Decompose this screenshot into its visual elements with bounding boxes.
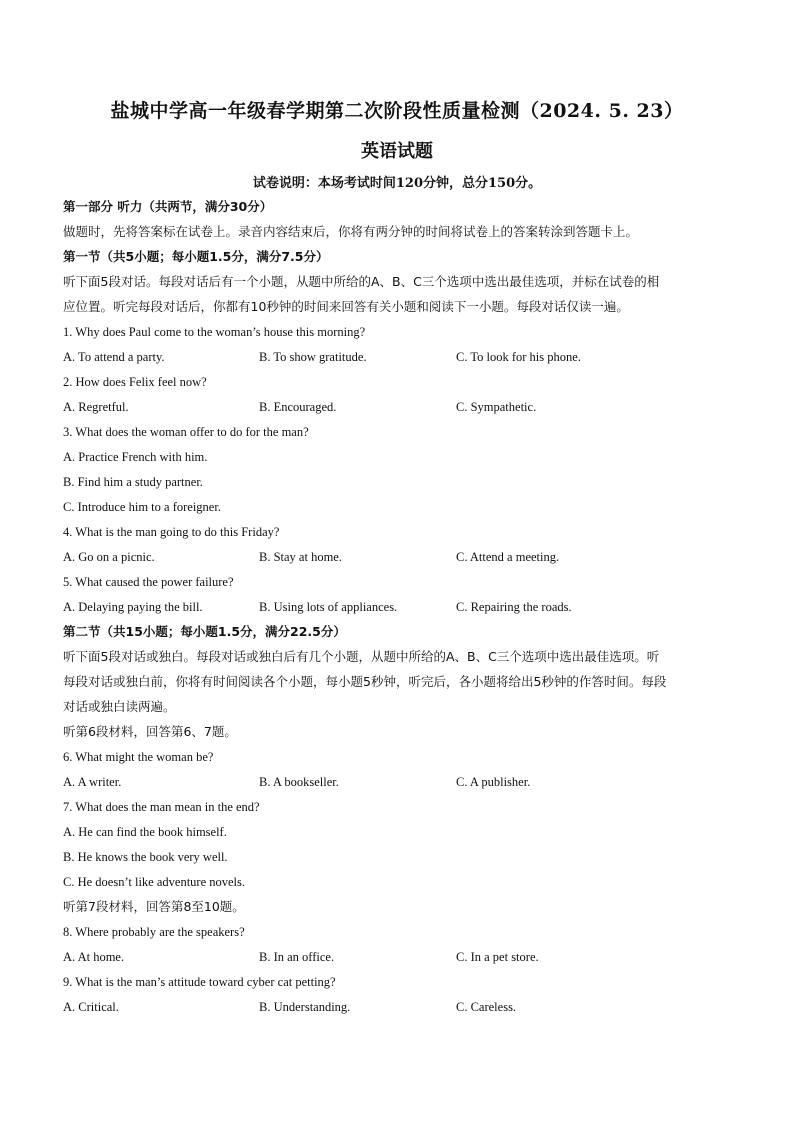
option-c: C. He doesn’t like adventure novels. (63, 875, 246, 889)
option-c: C. Sympathetic. (456, 400, 537, 414)
option-c: C. In a pet store. (456, 950, 539, 964)
question-5-stem: 5. What caused the power failure? (63, 575, 234, 589)
question-4-options (63, 547, 743, 567)
option-a: A. Delaying paying the bill. (63, 600, 203, 614)
question-3-stem: 3. What does the woman offer to do for the man? (63, 425, 309, 439)
option-b: B. Understanding. (259, 1000, 351, 1014)
option-b: B. Find him a study partner. (63, 475, 203, 489)
section1-heading: 第一节（共5小题；每小题1.5分，满分7.5分） (63, 249, 329, 264)
option-b: B. Stay at home. (259, 550, 342, 564)
option-b: B. Encouraged. (259, 400, 337, 414)
option-c: C. Repairing the roads. (456, 600, 572, 614)
option-b: B. A bookseller. (259, 775, 339, 789)
exam-instruction: 试卷说明：本场考试时间120分钟，总分150分。 (252, 176, 542, 191)
part1-intro: 做题时，先将答案标在试卷上。录音内容结束后，你将有两分钟的时间将试卷上的答案转涂到答题卡上。 (63, 224, 639, 239)
section1-intro-line2: 应位置。听完每段对话后，你都有10秒钟的时间来回答有关小题和阅读下一小题。每段对话仅读一遍。 (63, 299, 629, 314)
option-b: B. He knows the book very well. (63, 850, 228, 864)
question-9-stem: 9. What is the man’s attitude toward cyber cat petting? (63, 975, 336, 989)
material-6-note: 听第6段材料，回答第6、7题。 (63, 724, 237, 739)
question-4-stem: 4. What is the man going to do this Friday? (63, 525, 280, 539)
question-1-stem: 1. Why does Paul come to the woman’s house this morning? (63, 325, 366, 339)
question-6-options (63, 772, 743, 792)
question-2-options (63, 397, 743, 417)
exam-subtitle: 英语试题 (361, 141, 433, 162)
option-b: B. In an office. (259, 950, 335, 964)
material-7-note: 听第7段材料，回答第8至10题。 (63, 899, 245, 914)
option-b: B. To show gratitude. (259, 350, 367, 364)
option-a: A. Critical. (63, 1000, 119, 1014)
section2-intro-line2: 每段对话或独白前，你将有时间阅读各个小题，每小题5秒钟，听完后，各小题将给出5秒钟的作答时间。每段 (63, 674, 667, 689)
question-7-stem: 7. What does the man mean in the end? (63, 800, 260, 814)
exam-title: 盐城中学高一年级春学期第二次阶段性质量检测（2024. 5. 23） (110, 100, 684, 122)
question-6-stem: 6. What might the woman be? (63, 750, 214, 764)
option-c: C. Careless. (456, 1000, 517, 1014)
option-c: C. Attend a meeting. (456, 550, 560, 564)
question-2-stem: 2. How does Felix feel now? (63, 375, 207, 389)
section2-intro-line3: 对话或独白读两遍。 (63, 699, 176, 714)
option-a: A. Go on a picnic. (63, 550, 155, 564)
option-a: A. At home. (63, 950, 125, 964)
question-5-options (63, 597, 743, 617)
option-a: A. Practice French with him. (63, 450, 208, 464)
question-1-options (63, 347, 743, 367)
question-9-options (63, 997, 743, 1017)
section2-intro-line1: 听下面5段对话或独白。每段对话或独白后有几个小题，从题中所给的A、B、C三个选项中选出最佳选项。听 (63, 649, 660, 664)
option-a: A. Regretful. (63, 400, 129, 414)
question-8-stem: 8. Where probably are the speakers? (63, 925, 245, 939)
option-c: C. To look for his phone. (456, 350, 581, 364)
section2-heading: 第二节（共15小题；每小题1.5分，满分22.5分） (63, 624, 346, 639)
part1-heading: 第一部分 听力（共两节，满分30分） (63, 199, 273, 214)
option-a: A. A writer. (63, 775, 122, 789)
section1-intro-line1: 听下面5段对话。每段对话后有一个小题，从题中所给的A、B、C三个选项中选出最佳选项，并标在试卷的相 (63, 274, 660, 289)
option-a: A. To attend a party. (63, 350, 165, 364)
option-c: C. A publisher. (456, 775, 531, 789)
question-8-options (63, 947, 743, 967)
option-c: C. Introduce him to a foreigner. (63, 500, 221, 514)
option-a: A. He can find the book himself. (63, 825, 227, 839)
option-b: B. Using lots of appliances. (259, 600, 398, 614)
